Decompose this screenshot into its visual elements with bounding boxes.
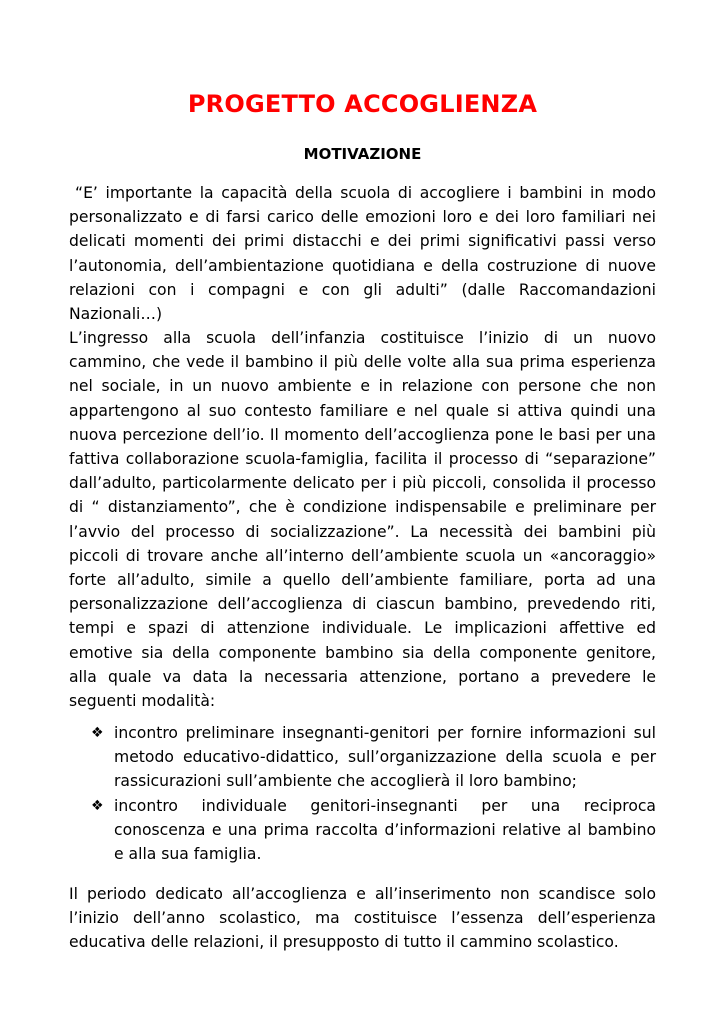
list-item — [69, 721, 656, 794]
paragraph-conclusion: Il periodo dedicato all’accoglienza e all’inserimento non scandisce solo l’inizio dell’anno scolastico, ma costituisce l’essenza dell’esperienza educativa delle relazioni, il presupposto di tutto il cammino scolastico. — [69, 885, 656, 952]
list-item-text: incontro preliminare insegnanti-genitori per fornire informazioni sul metodo educativo-didattico, sull’organizzazione della scuola e per rassicurazioni sull’ambiente che accoglierà il loro bambino; — [114, 724, 656, 791]
diamond-bullet-icon: ❖ — [91, 725, 104, 741]
list-item — [69, 794, 656, 867]
modalities-list — [69, 721, 656, 866]
document-title: PROGETTO ACCOGLIENZA — [187, 90, 538, 118]
paragraph-quote: “E’ importante la capacità della scuola di accogliere i bambini in modo personalizzato e di farsi carico delle emozioni loro e dei loro familiari nei delicati momenti dei primi distacchi e dei primi significativi passi verso l’autonomia, dell’ambientazione quotidiana e della costruzione di nuove relazioni con i compagni e con gli adulti” (dalle Raccomandazioni Nazionali…) — [69, 184, 656, 324]
paragraph-introduction: L’ingresso alla scuola dell’infanzia costituisce l’inizio di un nuovo cammino, che vede il bambino il più delle volte alla sua prima esperienza nel sociale, in un nuovo ambiente e in relazione con persone che non appartengono al suo contesto familiare e nel quale si attiva quindi una nuova percezione dell’io. Il momento dell’accoglienza pone le basi per una fattiva collaborazione scuola-famiglia, facilita il processo di “separazione” dall’adulto, particolarmente delicato per i più piccoli, consolida il processo di “ distanziamento”, che è condizione indispensabile e preliminare per l’avvio del processo di socializzazione”. La necessità dei bambini più piccoli di trovare anche all’interno dell’ambiente scuola un «ancoraggio» forte all’adulto, simile a quello dell’ambiente familiare, porta ad una personalizzazione dell’accoglienza di ciascun bambino, prevedendo riti, tempi e spazi di attenzione individuale. Le implicazioni affettive ed emotive sia della componente bambino sia della componente genitore, alla quale va data la necessaria attenzione, portano a prevedere le seguenti modalità: — [69, 329, 656, 711]
list-item-text: incontro individuale genitori-insegnanti per una reciproca conoscenza e una prima raccolta d’informazioni relative al bambino e alla sua famiglia. — [114, 796, 656, 864]
section-heading: MOTIVAZIONE — [303, 145, 422, 163]
diamond-bullet-icon: ❖ — [91, 797, 104, 814]
